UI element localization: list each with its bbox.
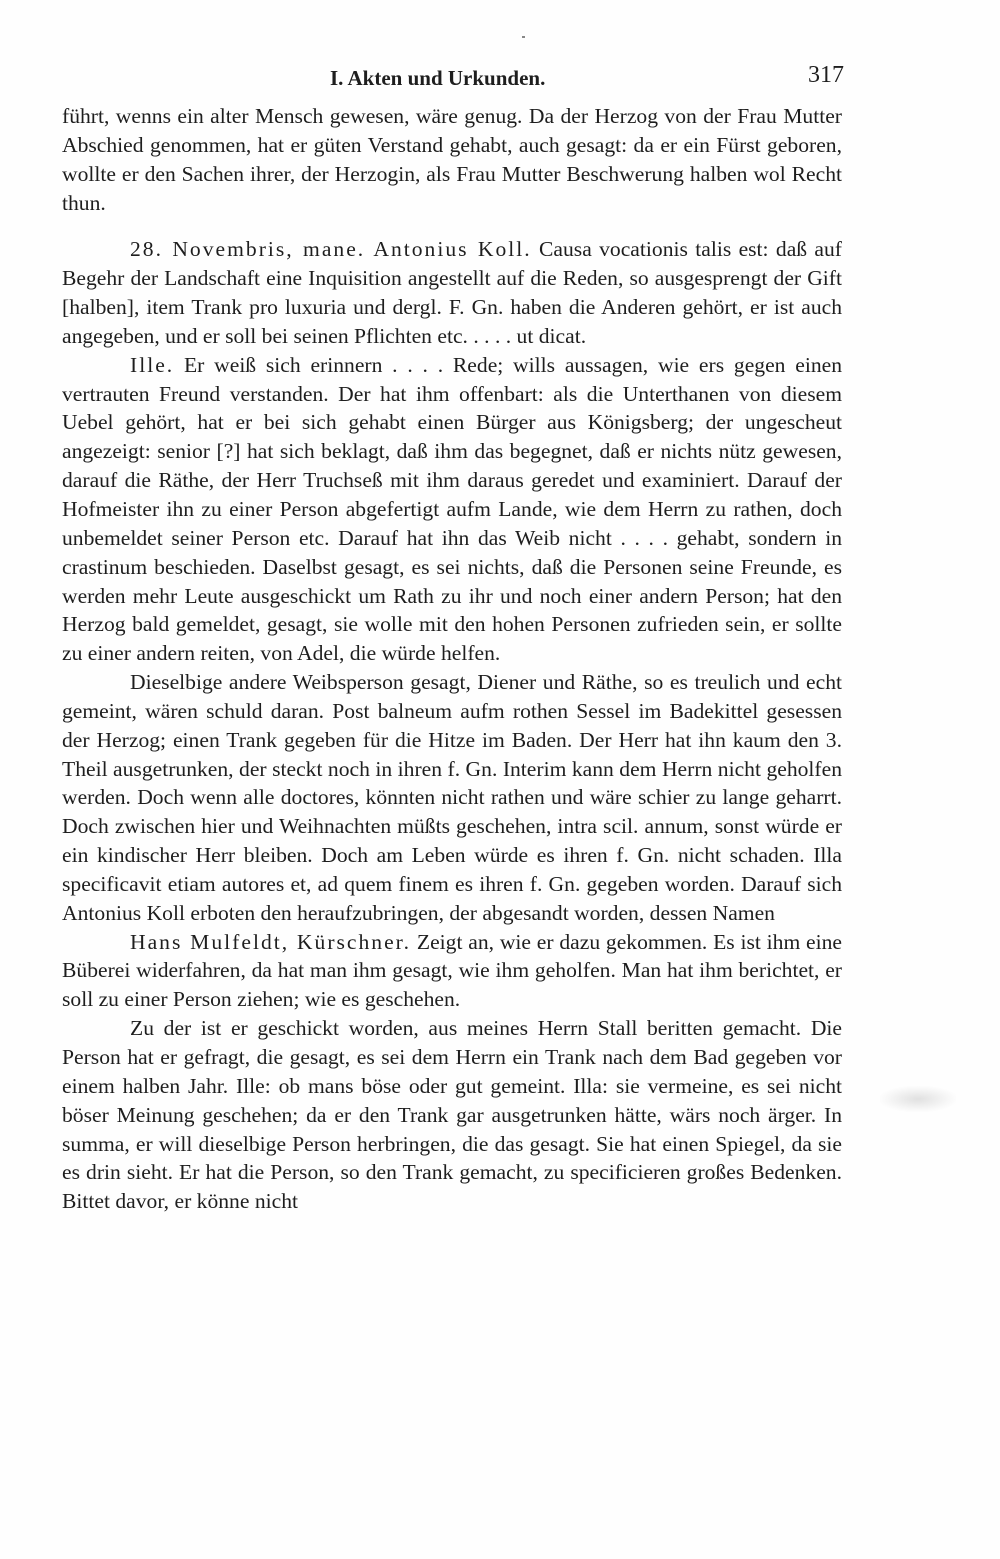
document-page: [62, 58, 842, 1216]
running-title: I. Akten und Urkunden.: [330, 66, 546, 90]
paragraph-2: [62, 235, 842, 350]
paragraph-5: [62, 928, 842, 1015]
page-number: 317: [808, 62, 844, 88]
entry-heading-hans-mulfeldt: Hans Mulfeldt, Kürschner.: [130, 929, 412, 954]
paragraph-1: führt, wenns ein alter Mensch gewesen, wäre genug. Da der Herzog von der Frau Mutter Abschied genommen, hat er güten Verstand gehabt, auch gesagt: da er ein Fürst geboren, wollte er den Sachen ihrer, der Herzogin, als Frau Mutter Beschwerung halben wol Recht thun.: [62, 104, 842, 215]
paragraph-3: [62, 351, 842, 668]
paragraph-4: Dieselbige andere Weibsperson gesagt, Diener und Räthe, so es treulich und echt gemeint, wären schuld daran. Post balneum aufm rothen Sessel im Badekittel gesessen der Herzog; einen Trank gegeben für die Hitze im Baden. Der Herr hat ihn kaum den 3. Theil ausgetrunken, der steckt noch in ihren f. Gn. Interim kann dem Herrn nicht geholfen werden. Doch wenn alle doctores, könnten nicht rathen und wäre schier zu lange geharrt. Doch zwischen hier und Weihnachten müßts geschehen, intra scil. annum, sonst würde er ein kindischer Herr bleiben. Doch am Leben würde es ihren f. Gn. nicht schaden. Illa specificavit etiam autores et, ad quem finem es ihren f. Gn. gegeben worden. Darauf sich Antonius Koll erboten den heraufzubringen, der abgesandt worden, dessen Namen: [62, 670, 842, 925]
paragraph-2-text: Causa vocationis talis est: daß auf Begehr der Landschaft eine Inquisition angestellt auf die Reden, so ausgesprengt der Gift [halben], item Trank pro luxuria und dergl. F. Gn. haben die Anderen gehört, er ist auch angegeben, und er soll bei seinen Pflichten etc. . . . . ut dicat.: [62, 237, 842, 348]
paragraph-6: Zu der ist er geschickt worden, aus meines Herrn Stall beritten gemacht. Die Person hat er gefragt, die gesagt, es sei dem Herrn ein Trank nach dem Bad gegeben vor einem halben Jahr. Ille: ob mans böse oder gut gemeint. Illa: sie vermeine, es sei nicht böser Meinung geschehen; da er den Trank gar ausgetrunken hätte, wärs noch ärger. In summa, er will dieselbige Person herbringen, die das gesagt. Sie hat einen Spiegel, da sie es drin sieht. Er hat die Person, so den Trank gemacht, zu specificieren großes Bedenken. Bittet davor, er könne nicht: [62, 1016, 842, 1214]
scan-smudge: [880, 1086, 956, 1112]
paragraph-3-text: Er weiß sich erinnern . . . . Rede; wills aussagen, wie ers gegen einen vertrauten Freund verstanden. Der hat ihm offenbart: als die Unterthanen von diesem Uebel gehört, hat er bei sich gehabt einen Bürger aus Königsberg; der ungescheut angezeigt: senior [?] hat sich beklagt, daß ihm das begegnet, daß er nichts nütz gewesen, darauf die Räthe, der Herr Truchseß mit ihm daraus geredet und examiniert. Darauf der Hofmeister ihn zu einer Person abgefertigt aufm Lande, wie dem Herrn zu rathen, doch unbemeldet seiner Person etc. Darauf hat ihn das Weib nicht . . . . gehabt, sondern in crastinum beschieden. Daselbst gesagt, es sei nichts, daß die Personen seine Freunde, es werden mehr Leute ausgeschickt um Rath zu ihr und noch einer andern Person; hat den Herzog bald gemeldet, gesagt, sie wolle mit den hohen Personen zufrieden sein, er sollte zu einer andern reiten, von Adel, die würde helfen.: [62, 352, 842, 666]
speaker-ille: Ille.: [130, 352, 175, 377]
running-header: [62, 58, 842, 102]
entry-heading-antonius-koll: 28. Novembris, mane. Antonius Koll.: [130, 237, 532, 262]
body-text: [62, 102, 842, 1216]
ink-speck: [522, 36, 525, 38]
paragraph-5-text: Zeigt an, wie er dazu gekommen. Es ist ihm eine Büberei widerfahren, da hat man ihm gesagt, wie ihm geholfen. Man hat ihm berichtet, er soll zu einer Person ziehen; wie es geschehen.: [62, 929, 843, 1012]
